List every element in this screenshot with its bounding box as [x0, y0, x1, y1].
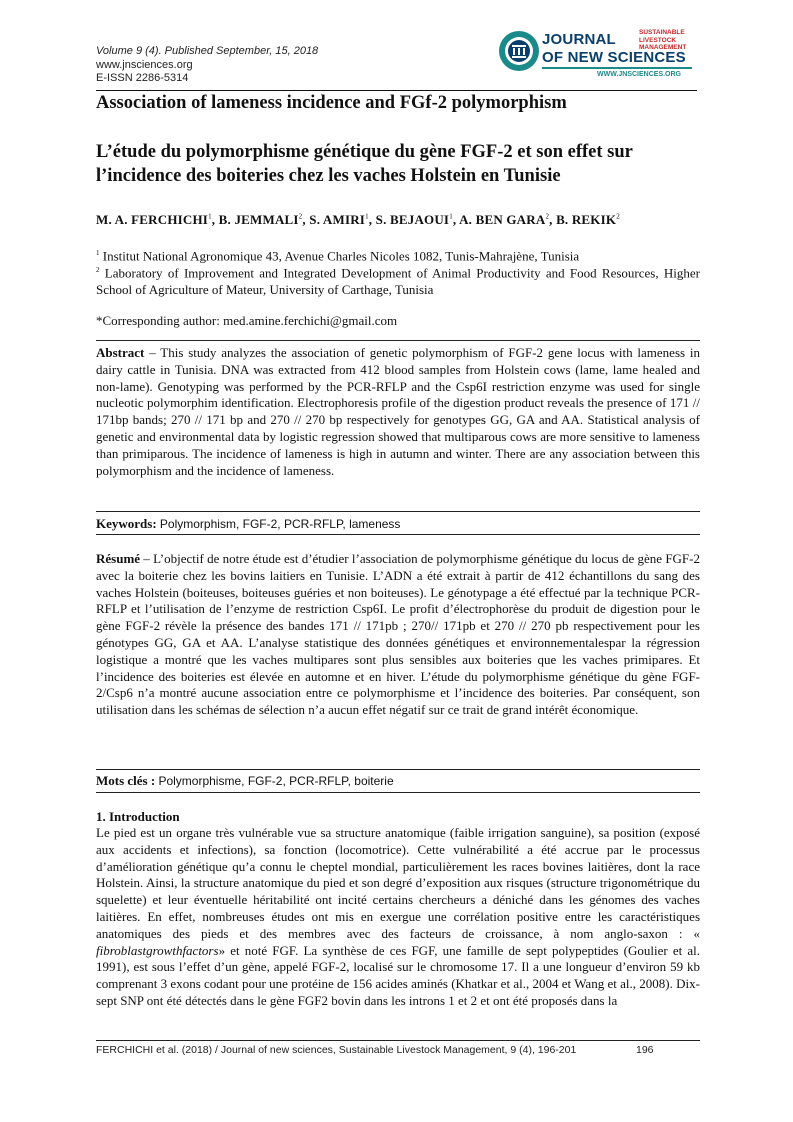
journal-emblem-icon — [497, 29, 541, 73]
mots-cles-value: Polymorphisme, FGF-2, PCR-RFLP, boiterie — [158, 774, 394, 788]
title-french: L’étude du polymorphisme génétique du gène FGF-2 et son effet sur l’incidence des boiteries chez les vaches Holstein en Tunisie — [96, 142, 633, 186]
author-name: B. JEMMALI — [218, 212, 299, 227]
corresponding-author: *Corresponding author: med.amine.ferchichi@gmail.com — [96, 313, 398, 328]
author-affiliation-mark: 2 — [298, 212, 303, 221]
abstract-text: – This study analyzes the association of genetic polymorphism of FGF-2 gene locus with lameness in dairy cattle in Tunisia. DNA was extracted from 412 blood samples from Holstein cows (lame, lame healed and non-lame). Genotyping was performed by the PCR-RFLP and the Csp6I restriction enzyme was used for single nucleotic polymorphim identification. Electrophoresis profile of the digestion product reveals the presence of 171 // 171bp bands; 270 // 171 bp and 270 // 270 bp respectively for genotypes GG, GA and AA. Statistical analysis of genetic and environmental data by logistic regression showed that multiparous cows are more sensitive to lameness than primiparous. The incidence of lameness is high in autumn and winter. There are any association between this polymorphism and the incidence of lameness. — [96, 345, 700, 478]
affiliation-2 — [96, 262, 700, 298]
abstract — [96, 345, 700, 479]
author-name: M. A. FERCHICHI — [96, 212, 209, 227]
eissn: E-ISSN 2286-5314 — [96, 72, 189, 84]
keywords — [96, 516, 700, 532]
resume — [96, 551, 700, 719]
author-affiliation-mark: 1 — [365, 212, 369, 221]
resume-bottom-rule — [96, 769, 700, 770]
section-heading-introduction: 1. Introduction — [96, 809, 180, 824]
resume-text: – L’objectif de notre étude est d’étudier l’association de polymorphisme génétique du locus de gène FGF-2 avec la boiterie chez les bovins laitiers en Tunisie. L’ADN a été extrait à partir de 412 échantillons du sang des vaches Holstein (boiteuses, boiteuses guéries et non boiteuses). Le génotypage a été effectué par la technique PCR-RFLP et l’utilisation de l’enzyme de restriction Csp6I. Le profit d’électrophorèse du produit de digestion pour le gène FGF-2 révèle la présence des bandes 171 // 171pb ; 270// 171pb et 270 // 270 pb respectivement pour les génotypes GG, GA et AA. L’analyse statistique des données génétiques et environnementalespar la régression logistique a montré que les vaches multipares sont plus sensibles aux boiteries que les vaches primipares. Et l’incidence des boiteries est élevée en automne et en hiver. L’étude du polymorphisme génétique du gène FGF-2/Csp6 n’a montré aucune association entre ce polymorphisme et l’incidence des boiteries. Par conséquent, son utilisation dans les schémas de sélection n’a aucun effet négatif sur ce trait de grand intérêt économique. — [96, 551, 700, 718]
intro-text-part1: Le pied est un organe très vulnérable vue sa structure anatomique (faible irrigation sanguine), sa position (exposé aux accidents et infections), sa fonction (locomotrice). Cette vulnérabilité a été accrue par le processus d’amélioration génétique qu’a connu le cheptel mondial, particulièrement les races bovines laitières, dont la race Holstein. Ainsi, la structure anatomique du pied et son degré d’exposition aux risques (structure trigonométrique du squelette) et leur éventuelle héritabilité ont incité certains chercheurs a déniché dans les génomes des vaches laitières. En effet, nombreuses études ont mis en exergue une corrélation positive entre les caractéristiques anatomiques des pieds et des membres avec des facteurs de croissance, à nom anglo-saxon : « — [96, 825, 700, 941]
logo-line1: JOURNAL — [542, 31, 616, 48]
journal-website[interactable]: www.jnsciences.org — [96, 58, 193, 71]
mots-cles-label: Mots clés : — [96, 773, 156, 788]
abstract-top-rule — [96, 340, 700, 341]
mots-cles — [96, 773, 700, 789]
author-name: S. AMIRI — [309, 212, 366, 227]
title-english: Association of lameness incidence and FGf-2 polymorphism — [96, 93, 567, 113]
logo-url: WWW.JNSCIENCES.ORG — [597, 71, 682, 78]
logo-tagline: SUSTAINABLE LIVESTOCK MANAGEMENT — [639, 29, 687, 51]
journal-header — [96, 45, 318, 86]
footer-rule — [96, 1040, 700, 1041]
author-affiliation-mark: 2 — [545, 212, 550, 221]
resume-label: Résumé — [96, 551, 141, 566]
logo-line2: OF NEW SCIENCES — [542, 49, 686, 66]
journal-logo — [497, 26, 702, 82]
author-affiliation-mark: 2 — [616, 212, 620, 221]
author-affiliation-mark: 1 — [449, 212, 453, 221]
intro-text-part2: » et noté FGF. La synthèse de ces FGF, une famille de sept polypeptides (Goulier et al. 1991), est sous l’effet d’un gène, appelé FGF-2, localisé sur le chromosome 17. Il a une longueur d’environ 59 kb comprenant 3 exons codant pour une protéine de 156 acides aminés (Khatkar et al., 2004 et Wang et al., 2008). Dix-sept SNP ont été détectés dans le gène FGF2 bovin dans les introns 1 et 2 et ont été proposés dans la — [96, 942, 700, 1008]
intro-italic-term: fibroblastgrowthfactors — [96, 942, 219, 958]
volume-info: Volume 9 (4). Published September, 15, 2018 — [96, 45, 319, 57]
affiliation-text: Laboratory of Improvement and Integrated Development of Animal Productivity and Food Resources, Higher School of Agriculture of Mateur, University of Carthage, Tunisia — [96, 265, 700, 298]
author-name: A. BEN GARA — [459, 212, 546, 227]
header-rule — [96, 90, 697, 91]
page-footer — [96, 1044, 654, 1056]
affiliation-mark: 1 — [96, 249, 100, 257]
introduction-text — [96, 825, 700, 1010]
abstract-bottom-rule — [96, 511, 700, 512]
author-name: B. REKIK — [556, 212, 617, 227]
mots-cles-rule — [96, 792, 700, 793]
footer-citation: FERCHICHI et al. (2018) / Journal of new sciences, Sustainable Livestock Management, 9 (4), 196-201 — [96, 1044, 577, 1056]
affiliation-mark: 2 — [96, 266, 100, 274]
affiliation-text: Institut National Agronomique 43, Avenue Charles Nicoles 1082, Tunis-Mahrajène, Tunisia — [102, 248, 580, 264]
author-affiliation-mark: 1 — [208, 212, 212, 221]
keywords-rule — [96, 534, 700, 535]
author-name: S. BEJAOUI — [375, 212, 450, 227]
author-list: M. A. FERCHICHI$^1$, B. JEMMALI$^2$, S. AMIRI$^1$, S. BEJAOUI$^1$, A. BEN GARA$^2$, B. REKIK$^2$ — [96, 212, 620, 227]
keywords-label: Keywords: — [96, 516, 157, 531]
page-number: 196 — [636, 1044, 654, 1056]
logo-divider — [542, 67, 692, 69]
keywords-value: Polymorphism, FGF-2, PCR-RFLP, lameness — [159, 517, 401, 531]
abstract-label: Abstract — [96, 345, 145, 360]
